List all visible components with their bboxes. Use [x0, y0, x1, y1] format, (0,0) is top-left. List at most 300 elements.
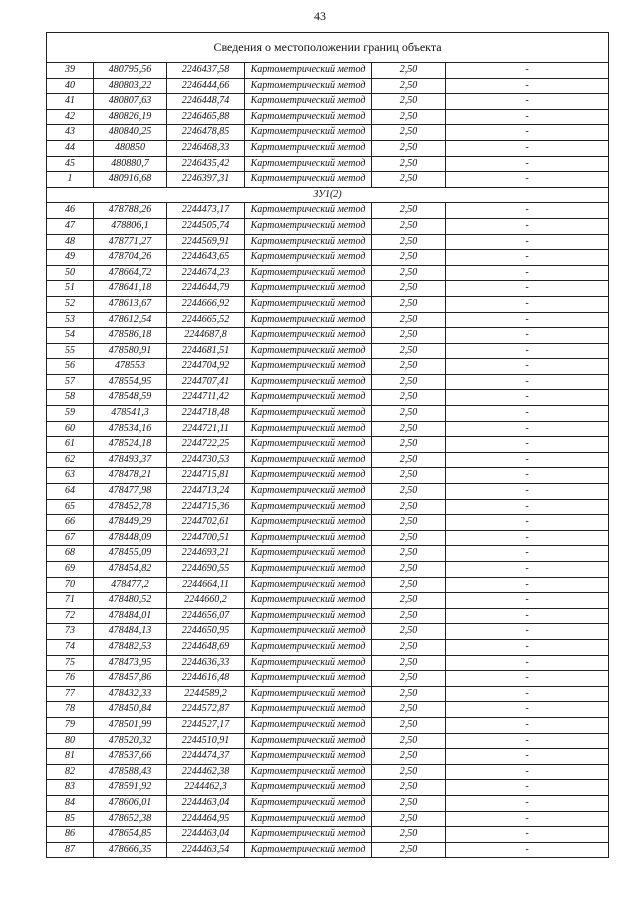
- method-cell: Картометрический метод: [245, 281, 372, 297]
- y-coordinate-cell: 2246437,58: [167, 63, 245, 79]
- y-coordinate-cell: 2246397,31: [167, 172, 245, 188]
- method-cell: Картометрический метод: [245, 78, 372, 94]
- table-row: [47, 702, 609, 718]
- method-cell: Картометрический метод: [245, 842, 372, 858]
- y-coordinate-cell: 2244462,3: [167, 780, 245, 796]
- y-coordinate-cell: 2244473,17: [167, 203, 245, 219]
- accuracy-cell: 2,50: [372, 312, 446, 328]
- accuracy-cell: 2,50: [372, 406, 446, 422]
- method-cell: Картометрический метод: [245, 780, 372, 796]
- accuracy-cell: 2,50: [372, 437, 446, 453]
- point-number-cell: 52: [47, 296, 94, 312]
- description-cell: -: [446, 811, 609, 827]
- x-coordinate-cell: 478520,32: [94, 733, 167, 749]
- method-cell: Картометрический метод: [245, 265, 372, 281]
- method-cell: Картометрический метод: [245, 546, 372, 562]
- description-cell: -: [446, 842, 609, 858]
- point-number-cell: 68: [47, 546, 94, 562]
- description-cell: -: [446, 390, 609, 406]
- accuracy-cell: 2,50: [372, 109, 446, 125]
- method-cell: Картометрический метод: [245, 296, 372, 312]
- table-title: Сведения о местоположении границ объекта: [47, 33, 609, 63]
- accuracy-cell: 2,50: [372, 811, 446, 827]
- table-header-row: [47, 33, 609, 63]
- point-number-cell: 70: [47, 577, 94, 593]
- accuracy-cell: 2,50: [372, 499, 446, 515]
- table-row: [47, 281, 609, 297]
- accuracy-cell: 2,50: [372, 94, 446, 110]
- x-coordinate-cell: 478484,01: [94, 608, 167, 624]
- x-coordinate-cell: 478501,99: [94, 717, 167, 733]
- point-number-cell: 44: [47, 140, 94, 156]
- table-row: [47, 78, 609, 94]
- x-coordinate-cell: 478548,59: [94, 390, 167, 406]
- y-coordinate-cell: 2244572,87: [167, 702, 245, 718]
- y-coordinate-cell: 2244589,2: [167, 686, 245, 702]
- x-coordinate-cell: 478473,95: [94, 655, 167, 671]
- description-cell: -: [446, 234, 609, 250]
- point-number-cell: 66: [47, 515, 94, 531]
- description-cell: -: [446, 312, 609, 328]
- x-coordinate-cell: 478806,1: [94, 218, 167, 234]
- table-row: [47, 499, 609, 515]
- accuracy-cell: 2,50: [372, 203, 446, 219]
- accuracy-cell: 2,50: [372, 827, 446, 843]
- description-cell: -: [446, 593, 609, 609]
- table-row: [47, 827, 609, 843]
- accuracy-cell: 2,50: [372, 530, 446, 546]
- table-row: [47, 749, 609, 765]
- table-row: [47, 655, 609, 671]
- point-number-cell: 86: [47, 827, 94, 843]
- method-cell: Картометрический метод: [245, 639, 372, 655]
- table-row: [47, 515, 609, 531]
- description-cell: -: [446, 406, 609, 422]
- description-cell: -: [446, 296, 609, 312]
- table-row: [47, 109, 609, 125]
- table-row: [47, 63, 609, 79]
- point-number-cell: 50: [47, 265, 94, 281]
- description-cell: -: [446, 795, 609, 811]
- point-number-cell: 67: [47, 530, 94, 546]
- y-coordinate-cell: 2244715,36: [167, 499, 245, 515]
- method-cell: Картометрический метод: [245, 437, 372, 453]
- point-number-cell: 58: [47, 390, 94, 406]
- point-number-cell: 81: [47, 749, 94, 765]
- method-cell: Картометрический метод: [245, 593, 372, 609]
- accuracy-cell: 2,50: [372, 281, 446, 297]
- point-number-cell: 43: [47, 125, 94, 141]
- method-cell: Картометрический метод: [245, 109, 372, 125]
- table-row: [47, 624, 609, 640]
- method-cell: Картометрический метод: [245, 156, 372, 172]
- accuracy-cell: 2,50: [372, 125, 446, 141]
- method-cell: Картометрический метод: [245, 390, 372, 406]
- accuracy-cell: 2,50: [372, 780, 446, 796]
- point-number-cell: 39: [47, 63, 94, 79]
- method-cell: Картометрический метод: [245, 484, 372, 500]
- method-cell: Картометрический метод: [245, 203, 372, 219]
- table-row: [47, 172, 609, 188]
- description-cell: -: [446, 702, 609, 718]
- y-coordinate-cell: 2244464,95: [167, 811, 245, 827]
- table-row: [47, 265, 609, 281]
- y-coordinate-cell: 2244687,8: [167, 328, 245, 344]
- x-coordinate-cell: 480850: [94, 140, 167, 156]
- point-number-cell: 63: [47, 468, 94, 484]
- point-number-cell: 73: [47, 624, 94, 640]
- y-coordinate-cell: 2244704,92: [167, 359, 245, 375]
- description-cell: -: [446, 109, 609, 125]
- table-row: [47, 156, 609, 172]
- method-cell: Картометрический метод: [245, 562, 372, 578]
- x-coordinate-cell: 478580,91: [94, 343, 167, 359]
- description-cell: -: [446, 608, 609, 624]
- point-number-cell: 51: [47, 281, 94, 297]
- x-coordinate-cell: 478591,92: [94, 780, 167, 796]
- description-cell: -: [446, 530, 609, 546]
- table-row: [47, 125, 609, 141]
- y-coordinate-cell: 2244463,04: [167, 795, 245, 811]
- method-cell: Картометрический метод: [245, 63, 372, 79]
- y-coordinate-cell: 2244711,42: [167, 390, 245, 406]
- accuracy-cell: 2,50: [372, 764, 446, 780]
- accuracy-cell: 2,50: [372, 655, 446, 671]
- method-cell: Картометрический метод: [245, 827, 372, 843]
- table-row: [47, 562, 609, 578]
- point-number-cell: 42: [47, 109, 94, 125]
- x-coordinate-cell: 480803,22: [94, 78, 167, 94]
- y-coordinate-cell: 2244660,2: [167, 593, 245, 609]
- description-cell: -: [446, 764, 609, 780]
- accuracy-cell: 2,50: [372, 577, 446, 593]
- description-cell: -: [446, 203, 609, 219]
- y-coordinate-cell: 2244730,53: [167, 452, 245, 468]
- description-cell: -: [446, 421, 609, 437]
- point-number-cell: 85: [47, 811, 94, 827]
- point-number-cell: 83: [47, 780, 94, 796]
- table-row: [47, 218, 609, 234]
- x-coordinate-cell: 478586,18: [94, 328, 167, 344]
- description-cell: -: [446, 250, 609, 266]
- y-coordinate-cell: 2244636,33: [167, 655, 245, 671]
- method-cell: Картометрический метод: [245, 733, 372, 749]
- x-coordinate-cell: 478477,2: [94, 577, 167, 593]
- x-coordinate-cell: 478480,52: [94, 593, 167, 609]
- description-cell: -: [446, 780, 609, 796]
- accuracy-cell: 2,50: [372, 546, 446, 562]
- x-coordinate-cell: 478553: [94, 359, 167, 375]
- point-number-cell: 54: [47, 328, 94, 344]
- y-coordinate-cell: 2244690,55: [167, 562, 245, 578]
- description-cell: -: [446, 265, 609, 281]
- method-cell: Картометрический метод: [245, 94, 372, 110]
- x-coordinate-cell: 478654,85: [94, 827, 167, 843]
- x-coordinate-cell: 478455,09: [94, 546, 167, 562]
- accuracy-cell: 2,50: [372, 265, 446, 281]
- point-number-cell: 40: [47, 78, 94, 94]
- method-cell: Картометрический метод: [245, 234, 372, 250]
- table-row: [47, 717, 609, 733]
- y-coordinate-cell: 2246478,85: [167, 125, 245, 141]
- x-coordinate-cell: 478448,09: [94, 530, 167, 546]
- method-cell: Картометрический метод: [245, 530, 372, 546]
- description-cell: -: [446, 140, 609, 156]
- table-row: [47, 608, 609, 624]
- point-number-cell: 80: [47, 733, 94, 749]
- section-row: [47, 187, 609, 203]
- point-number-cell: 72: [47, 608, 94, 624]
- table-row: [47, 328, 609, 344]
- description-cell: -: [446, 546, 609, 562]
- method-cell: Картометрический метод: [245, 764, 372, 780]
- y-coordinate-cell: 2244648,69: [167, 639, 245, 655]
- accuracy-cell: 2,50: [372, 671, 446, 687]
- y-coordinate-cell: 2244616,48: [167, 671, 245, 687]
- y-coordinate-cell: 2246448,74: [167, 94, 245, 110]
- accuracy-cell: 2,50: [372, 639, 446, 655]
- method-cell: Картометрический метод: [245, 125, 372, 141]
- x-coordinate-cell: 480880,7: [94, 156, 167, 172]
- point-number-cell: 87: [47, 842, 94, 858]
- x-coordinate-cell: 478454,82: [94, 562, 167, 578]
- method-cell: Картометрический метод: [245, 328, 372, 344]
- x-coordinate-cell: 480826,19: [94, 109, 167, 125]
- method-cell: Картометрический метод: [245, 717, 372, 733]
- x-coordinate-cell: 480795,56: [94, 63, 167, 79]
- description-cell: -: [446, 827, 609, 843]
- method-cell: Картометрический метод: [245, 499, 372, 515]
- point-number-cell: 56: [47, 359, 94, 375]
- table-row: [47, 250, 609, 266]
- y-coordinate-cell: 2246444,66: [167, 78, 245, 94]
- description-cell: -: [446, 359, 609, 375]
- accuracy-cell: 2,50: [372, 63, 446, 79]
- y-coordinate-cell: 2244666,92: [167, 296, 245, 312]
- description-cell: -: [446, 374, 609, 390]
- table-row: [47, 671, 609, 687]
- x-coordinate-cell: 478541,3: [94, 406, 167, 422]
- method-cell: Картометрический метод: [245, 608, 372, 624]
- accuracy-cell: 2,50: [372, 452, 446, 468]
- method-cell: Картометрический метод: [245, 312, 372, 328]
- accuracy-cell: 2,50: [372, 343, 446, 359]
- description-cell: -: [446, 78, 609, 94]
- y-coordinate-cell: 2244569,91: [167, 234, 245, 250]
- x-coordinate-cell: 478449,29: [94, 515, 167, 531]
- y-coordinate-cell: 2244718,48: [167, 406, 245, 422]
- table-row: [47, 686, 609, 702]
- y-coordinate-cell: 2244681,51: [167, 343, 245, 359]
- description-cell: -: [446, 218, 609, 234]
- x-coordinate-cell: 478554,95: [94, 374, 167, 390]
- method-cell: Картометрический метод: [245, 250, 372, 266]
- point-number-cell: 59: [47, 406, 94, 422]
- accuracy-cell: 2,50: [372, 562, 446, 578]
- method-cell: Картометрический метод: [245, 655, 372, 671]
- point-number-cell: 53: [47, 312, 94, 328]
- description-cell: -: [446, 686, 609, 702]
- accuracy-cell: 2,50: [372, 484, 446, 500]
- description-cell: -: [446, 624, 609, 640]
- method-cell: Картометрический метод: [245, 218, 372, 234]
- table-row: [47, 530, 609, 546]
- y-coordinate-cell: 2244722,25: [167, 437, 245, 453]
- point-number-cell: 49: [47, 250, 94, 266]
- accuracy-cell: 2,50: [372, 468, 446, 484]
- x-coordinate-cell: 478457,86: [94, 671, 167, 687]
- description-cell: -: [446, 125, 609, 141]
- y-coordinate-cell: 2244463,04: [167, 827, 245, 843]
- method-cell: Картометрический метод: [245, 749, 372, 765]
- method-cell: Картометрический метод: [245, 577, 372, 593]
- y-coordinate-cell: 2244463,54: [167, 842, 245, 858]
- page-number: 43: [314, 9, 326, 23]
- table-row: [47, 577, 609, 593]
- y-coordinate-cell: 2244713,24: [167, 484, 245, 500]
- y-coordinate-cell: 2244462,38: [167, 764, 245, 780]
- section-label: ЗУ1(2): [47, 187, 609, 203]
- x-coordinate-cell: 478606,01: [94, 795, 167, 811]
- y-coordinate-cell: 2244693,21: [167, 546, 245, 562]
- method-cell: Картометрический метод: [245, 343, 372, 359]
- point-number-cell: 77: [47, 686, 94, 702]
- method-cell: Картометрический метод: [245, 421, 372, 437]
- x-coordinate-cell: 478788,26: [94, 203, 167, 219]
- description-cell: -: [446, 577, 609, 593]
- table-row: [47, 546, 609, 562]
- point-number-cell: 71: [47, 593, 94, 609]
- y-coordinate-cell: 2246465,88: [167, 109, 245, 125]
- x-coordinate-cell: 480916,68: [94, 172, 167, 188]
- x-coordinate-cell: 478482,53: [94, 639, 167, 655]
- x-coordinate-cell: 478652,38: [94, 811, 167, 827]
- accuracy-cell: 2,50: [372, 359, 446, 375]
- point-number-cell: 79: [47, 717, 94, 733]
- point-number-cell: 69: [47, 562, 94, 578]
- description-cell: -: [446, 172, 609, 188]
- x-coordinate-cell: 480840,25: [94, 125, 167, 141]
- point-number-cell: 65: [47, 499, 94, 515]
- x-coordinate-cell: 478612,54: [94, 312, 167, 328]
- table-row: [47, 842, 609, 858]
- x-coordinate-cell: 478450,84: [94, 702, 167, 718]
- point-number-cell: 84: [47, 795, 94, 811]
- y-coordinate-cell: 2244700,51: [167, 530, 245, 546]
- accuracy-cell: 2,50: [372, 218, 446, 234]
- description-cell: -: [446, 717, 609, 733]
- accuracy-cell: 2,50: [372, 795, 446, 811]
- x-coordinate-cell: 478641,18: [94, 281, 167, 297]
- accuracy-cell: 2,50: [372, 328, 446, 344]
- accuracy-cell: 2,50: [372, 172, 446, 188]
- point-number-cell: 41: [47, 94, 94, 110]
- point-number-cell: 46: [47, 203, 94, 219]
- table-row: [47, 437, 609, 453]
- description-cell: -: [446, 156, 609, 172]
- x-coordinate-cell: 478524,18: [94, 437, 167, 453]
- point-number-cell: 62: [47, 452, 94, 468]
- point-number-cell: 48: [47, 234, 94, 250]
- method-cell: Картометрический метод: [245, 359, 372, 375]
- table-row: [47, 421, 609, 437]
- y-coordinate-cell: 2244715,81: [167, 468, 245, 484]
- method-cell: Картометрический метод: [245, 452, 372, 468]
- x-coordinate-cell: 478493,37: [94, 452, 167, 468]
- description-cell: -: [446, 515, 609, 531]
- description-cell: -: [446, 63, 609, 79]
- table-row: [47, 780, 609, 796]
- accuracy-cell: 2,50: [372, 296, 446, 312]
- table-row: [47, 390, 609, 406]
- description-cell: -: [446, 733, 609, 749]
- method-cell: Картометрический метод: [245, 374, 372, 390]
- y-coordinate-cell: 2244474,37: [167, 749, 245, 765]
- method-cell: Картометрический метод: [245, 811, 372, 827]
- y-coordinate-cell: 2244505,74: [167, 218, 245, 234]
- y-coordinate-cell: 2244527,17: [167, 717, 245, 733]
- y-coordinate-cell: 2244721,11: [167, 421, 245, 437]
- table-row: [47, 296, 609, 312]
- accuracy-cell: 2,50: [372, 140, 446, 156]
- table-row: [47, 140, 609, 156]
- point-number-cell: 78: [47, 702, 94, 718]
- y-coordinate-cell: 2244643,65: [167, 250, 245, 266]
- y-coordinate-cell: 2244702,61: [167, 515, 245, 531]
- method-cell: Картометрический метод: [245, 671, 372, 687]
- description-cell: -: [446, 562, 609, 578]
- method-cell: Картометрический метод: [245, 468, 372, 484]
- accuracy-cell: 2,50: [372, 608, 446, 624]
- point-number-cell: 64: [47, 484, 94, 500]
- method-cell: Картометрический метод: [245, 686, 372, 702]
- accuracy-cell: 2,50: [372, 234, 446, 250]
- x-coordinate-cell: 478664,72: [94, 265, 167, 281]
- method-cell: Картометрический метод: [245, 172, 372, 188]
- x-coordinate-cell: 478484,13: [94, 624, 167, 640]
- accuracy-cell: 2,50: [372, 421, 446, 437]
- y-coordinate-cell: 2244656,07: [167, 608, 245, 624]
- x-coordinate-cell: 480807,63: [94, 94, 167, 110]
- table-row: [47, 359, 609, 375]
- method-cell: Картометрический метод: [245, 140, 372, 156]
- point-number-cell: 76: [47, 671, 94, 687]
- description-cell: -: [446, 452, 609, 468]
- accuracy-cell: 2,50: [372, 686, 446, 702]
- table-row: [47, 94, 609, 110]
- table-row: [47, 312, 609, 328]
- y-coordinate-cell: 2244664,11: [167, 577, 245, 593]
- table-row: [47, 593, 609, 609]
- method-cell: Картометрический метод: [245, 515, 372, 531]
- description-cell: -: [446, 639, 609, 655]
- y-coordinate-cell: 2244650,95: [167, 624, 245, 640]
- point-number-cell: 47: [47, 218, 94, 234]
- y-coordinate-cell: 2244674,23: [167, 265, 245, 281]
- point-number-cell: 74: [47, 639, 94, 655]
- x-coordinate-cell: 478534,16: [94, 421, 167, 437]
- table-row: [47, 764, 609, 780]
- boundary-coordinates-table: [46, 32, 609, 858]
- x-coordinate-cell: 478771,27: [94, 234, 167, 250]
- y-coordinate-cell: 2244707,41: [167, 374, 245, 390]
- x-coordinate-cell: 478452,78: [94, 499, 167, 515]
- x-coordinate-cell: 478478,21: [94, 468, 167, 484]
- description-cell: -: [446, 749, 609, 765]
- description-cell: -: [446, 281, 609, 297]
- description-cell: -: [446, 343, 609, 359]
- method-cell: Картометрический метод: [245, 406, 372, 422]
